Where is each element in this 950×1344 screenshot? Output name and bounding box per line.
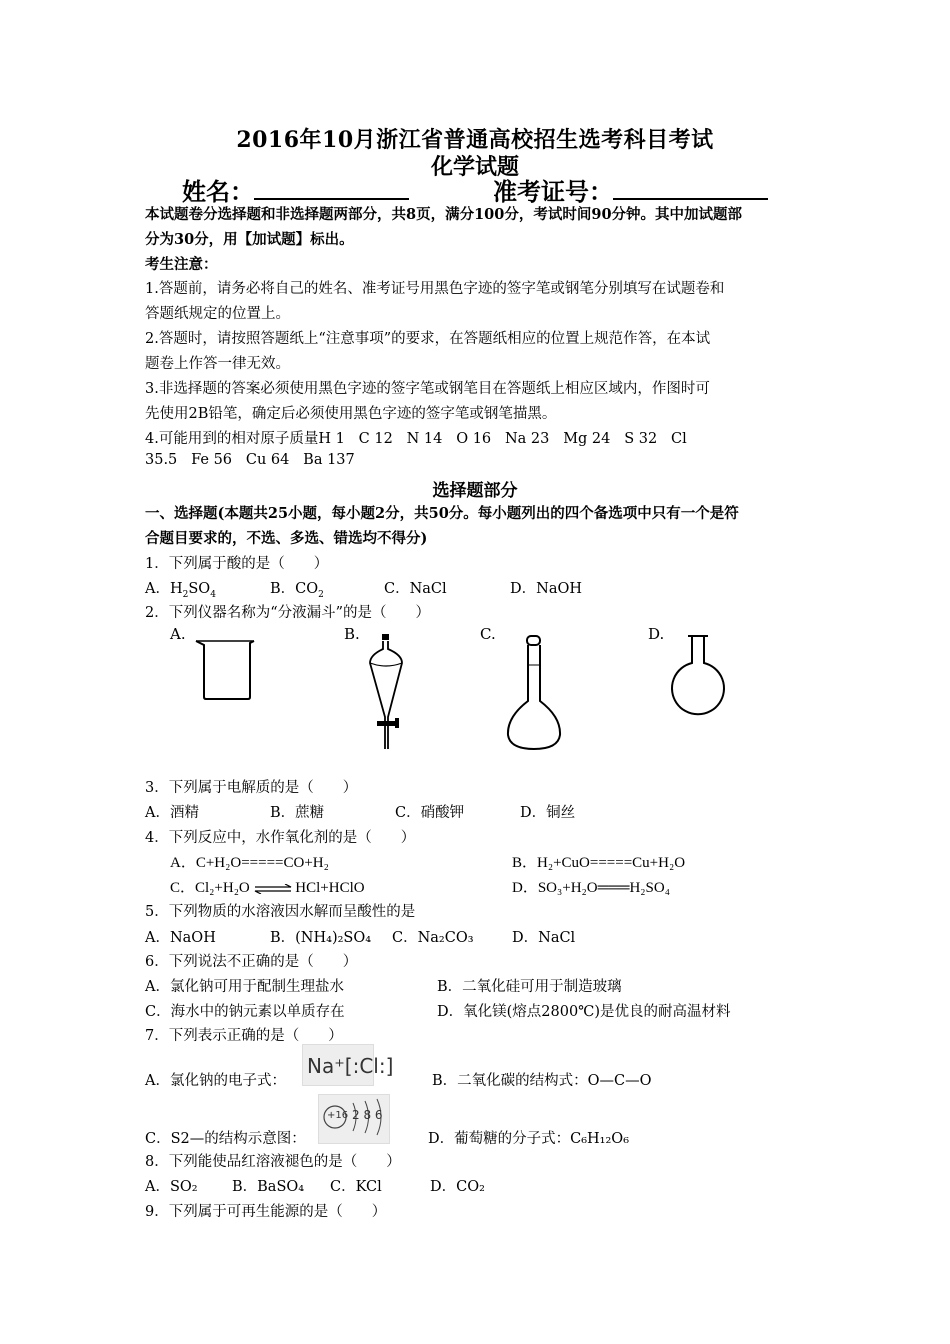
q8-stem: 8．下列能使品红溶液褪色的是（ ）: [145, 1154, 401, 1170]
q1-option-c: C．NaCl: [384, 581, 447, 597]
q3-stem: 3．下列属于电解质的是（ ）: [145, 780, 358, 796]
q3-option-b: B．蔗糖: [270, 805, 325, 821]
exam-subtitle: 化学试题: [430, 154, 519, 180]
equilibrium-arrow-icon: [254, 884, 292, 894]
nacl-electron-formula-image: [302, 1044, 394, 1086]
q2-option-a: A.: [170, 625, 186, 643]
q2-option-b: B.: [344, 625, 360, 643]
volumetric-flask-icon: [505, 635, 563, 751]
section-desc-1: 一、选择题(本题共25小题，每小题2分，共50分。每小题列出的四个备选项中只有一个是符: [145, 505, 739, 522]
nacl-electron-formula-text: Na⁺[:Cl:]: [307, 1054, 394, 1078]
id-label: 准考证号：: [493, 177, 613, 206]
q7-option-b: B．二氧化碳的结构式：O—C—O: [432, 1073, 652, 1089]
note-2b: 题卷上作答一律无效。: [145, 356, 290, 372]
q3-option-c: C．硝酸钾: [395, 805, 465, 821]
q7-option-d: D．葡萄糖的分子式：C₆H₁₂O₆: [428, 1131, 630, 1147]
id-field: [493, 172, 768, 207]
name-field: [182, 172, 409, 207]
separatory-funnel-icon: [362, 633, 412, 751]
q1-option-b: B．$CO_2$: [270, 581, 324, 600]
q5-stem: 5．下列物质的水溶液因水解而呈酸性的是: [145, 904, 416, 920]
q8-option-b: B．BaSO₄: [232, 1179, 305, 1195]
id-blank: [613, 176, 768, 200]
q6-option-b: B．二氧化硅可用于制造玻璃: [437, 979, 622, 995]
q3-option-a: A．酒精: [145, 805, 199, 821]
q6-option-c: C．海水中的钠元素以单质存在: [145, 1004, 345, 1020]
q6-stem: 6．下列说法不正确的是（ ）: [145, 954, 358, 970]
q4-stem: 4．下列反应中，水作氧化剂的是（ ）: [145, 830, 416, 846]
note-3b: 先使用2B铅笔，确定后必须使用黑色字迹的签字笔或钢笔描黑。: [145, 406, 557, 422]
q8-option-c: C．KCl: [330, 1179, 382, 1195]
notes-title: 考生注意：: [145, 256, 218, 273]
q7-option-a: A．氯化钠的电子式：: [145, 1073, 286, 1089]
q4-option-d: D．SO₃+H₂O═══H₂SO₄: [512, 880, 670, 896]
q2-option-d: D.: [648, 625, 665, 643]
note-2a: 2.答题时，请按照答题纸上“注意事项”的要求，在答题纸相应的位置上规范作答，在本试: [145, 331, 711, 347]
q5-option-c: C．Na₂CO₃: [392, 930, 474, 946]
name-blank: [254, 176, 409, 200]
note-1b: 答题纸规定的位置上。: [145, 306, 290, 322]
note-1a: 1.答题前，请务必将自己的姓名、准考证号用黑色字迹的签字笔或钢笔分别填写在试题卷和: [145, 281, 725, 297]
q1-option-d: D．NaOH: [510, 581, 582, 597]
name-label: 姓名：: [182, 177, 254, 206]
q8-option-d: D．CO₂: [430, 1179, 485, 1195]
note-4b: 35.5 Fe 56 Cu 64 Ba 137: [145, 452, 355, 468]
q1-stem: 1．下列属于酸的是（ ）: [145, 556, 329, 572]
q4-option-b: B．H₂+CuO=====Cu+H₂O: [512, 855, 686, 871]
q6-option-a: A．氯化钠可用于配制生理盐水: [145, 979, 344, 995]
q8-option-a: A．SO₂: [145, 1179, 198, 1195]
q4-option-a: A．C+H₂O=====CO+H₂: [170, 855, 329, 871]
section-title: 选择题部分: [432, 481, 518, 501]
electron-shells: 2 8 6: [352, 1108, 383, 1122]
round-bottom-flask-icon: [670, 633, 728, 721]
q7-stem: 7．下列表示正确的是（ ）: [145, 1028, 343, 1044]
q5-option-b: B．(NH₄)₂SO₄: [270, 930, 372, 946]
sulfide-structure-image: [318, 1094, 390, 1144]
section-desc-2: 合题目要求的，不选、多选、错选均不得分): [145, 530, 428, 547]
q3-option-d: D．铜丝: [520, 805, 576, 821]
q1-option-a: A．$H_2SO_4$: [145, 581, 216, 600]
q5-option-d: D．NaCl: [512, 930, 576, 946]
q2-stem: 2．下列仪器名称为“分液漏斗”的是（ ）: [145, 605, 431, 621]
beaker-icon: [192, 637, 262, 703]
q5-option-a: A．NaOH: [145, 930, 216, 946]
note-4a: 4.可能用到的相对原子质量H 1 C 12 N 14 O 16 Na 23 Mg 24 S 32 Cl: [145, 431, 687, 447]
nucleus-charge: +16: [327, 1110, 349, 1121]
q7-option-c: C．S2—的结构示意图：: [145, 1131, 306, 1147]
q4-option-c: C．Cl₂+H₂O HCl+HClO: [170, 880, 365, 896]
q6-option-d: D．氧化镁(熔点2800℃)是优良的耐高温材料: [437, 1004, 731, 1020]
q2-option-c: C.: [480, 625, 496, 643]
intro-line-1: 本试题卷分选择题和非选择题两部分，共8页，满分100分，考试时间90分钟。其中加试题部: [145, 206, 743, 223]
note-3a: 3.非选择题的答案必须使用黑色字迹的签字笔或钢笔目在答题纸上相应区域内，作图时可: [145, 381, 710, 397]
q9-stem: 9．下列属于可再生能源的是（ ）: [145, 1204, 387, 1220]
intro-line-2: 分为30分，用【加试题】标出。: [145, 231, 354, 248]
exam-title: 2016年10月浙江省普通高校招生选考科目考试: [236, 127, 714, 153]
